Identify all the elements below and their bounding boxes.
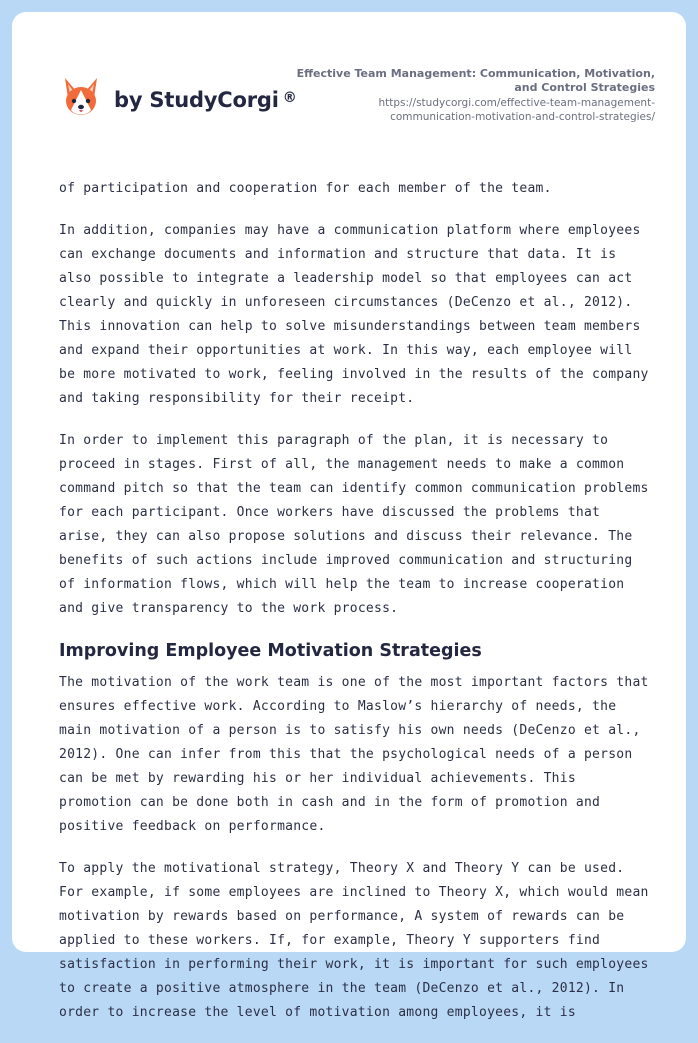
document-title: Effective Team Management: Communication, Motivation, and Control Strategies xyxy=(296,67,655,94)
section-heading: Improving Employee Motivation Strategies xyxy=(59,641,482,661)
brand-name: by StudyCorgi xyxy=(114,88,279,112)
document-body xyxy=(59,177,651,1043)
paragraph: In order to implement this paragraph of the plan, it is necessary to proceed in stages. First of all, the management needs to make a common command pitch so that the team can identify common communication problems for each participant. Once workers have discussed the problems that arise, they can also propose solutions and discuss their relevance. The benefits of such actions include improved communication and structuring of information flows, which will help the team to increase cooperation and give transparency to the work process. xyxy=(59,433,649,616)
document-url[interactable]: https://studycorgi.com/effective-team-management-communication-motivation-and-control-strategies/ xyxy=(378,97,655,123)
corgi-logo-icon xyxy=(60,76,102,120)
registered-mark: ® xyxy=(282,90,297,106)
paragraph: In addition, companies may have a communication platform where employees can exchange documents and information and structure that data. It is also possible to integrate a leadership model so that employees can act clearly and quickly in unforeseen circumstances (DeCenzo et al., 2012). This innovation can help to solve misunderstandings between team members and expand their opportunities at work. In this way, each employee will be more motivated to work, feeling involved in the results of the company and taking responsibility for their receipt. xyxy=(59,223,649,406)
studycorgi-logo[interactable] xyxy=(60,76,297,120)
paragraph: of participation and cooperation for each member of the team. xyxy=(59,181,552,196)
paragraph: To apply the motivational strategy, Theory X and Theory Y can be used. For example, if some employees are inclined to Theory X, which would mean motivation by rewards based on performance, A system of rewards can be applied to these workers. If, for example, Theory Y supporters find satisfaction in performing their work, it is important for such employees to create a positive atmosphere in the team (DeCenzo et al., 2012). In order to increase the level of motivation among employees, it is xyxy=(59,861,649,1020)
paragraph: The motivation of the work team is one of the most important factors that ensures effective work. According to Maslow’s hierarchy of needs, the main motivation of a person is to satisfy his own needs (DeCenzo et al., 2012). One can infer from this that the psychological needs of a person can be met by rewarding his or her individual achievements. This promotion can be done both in cash and in the form of promotion and positive feedback on performance. xyxy=(59,675,649,834)
document-page xyxy=(12,12,686,1020)
document-meta xyxy=(295,67,655,124)
